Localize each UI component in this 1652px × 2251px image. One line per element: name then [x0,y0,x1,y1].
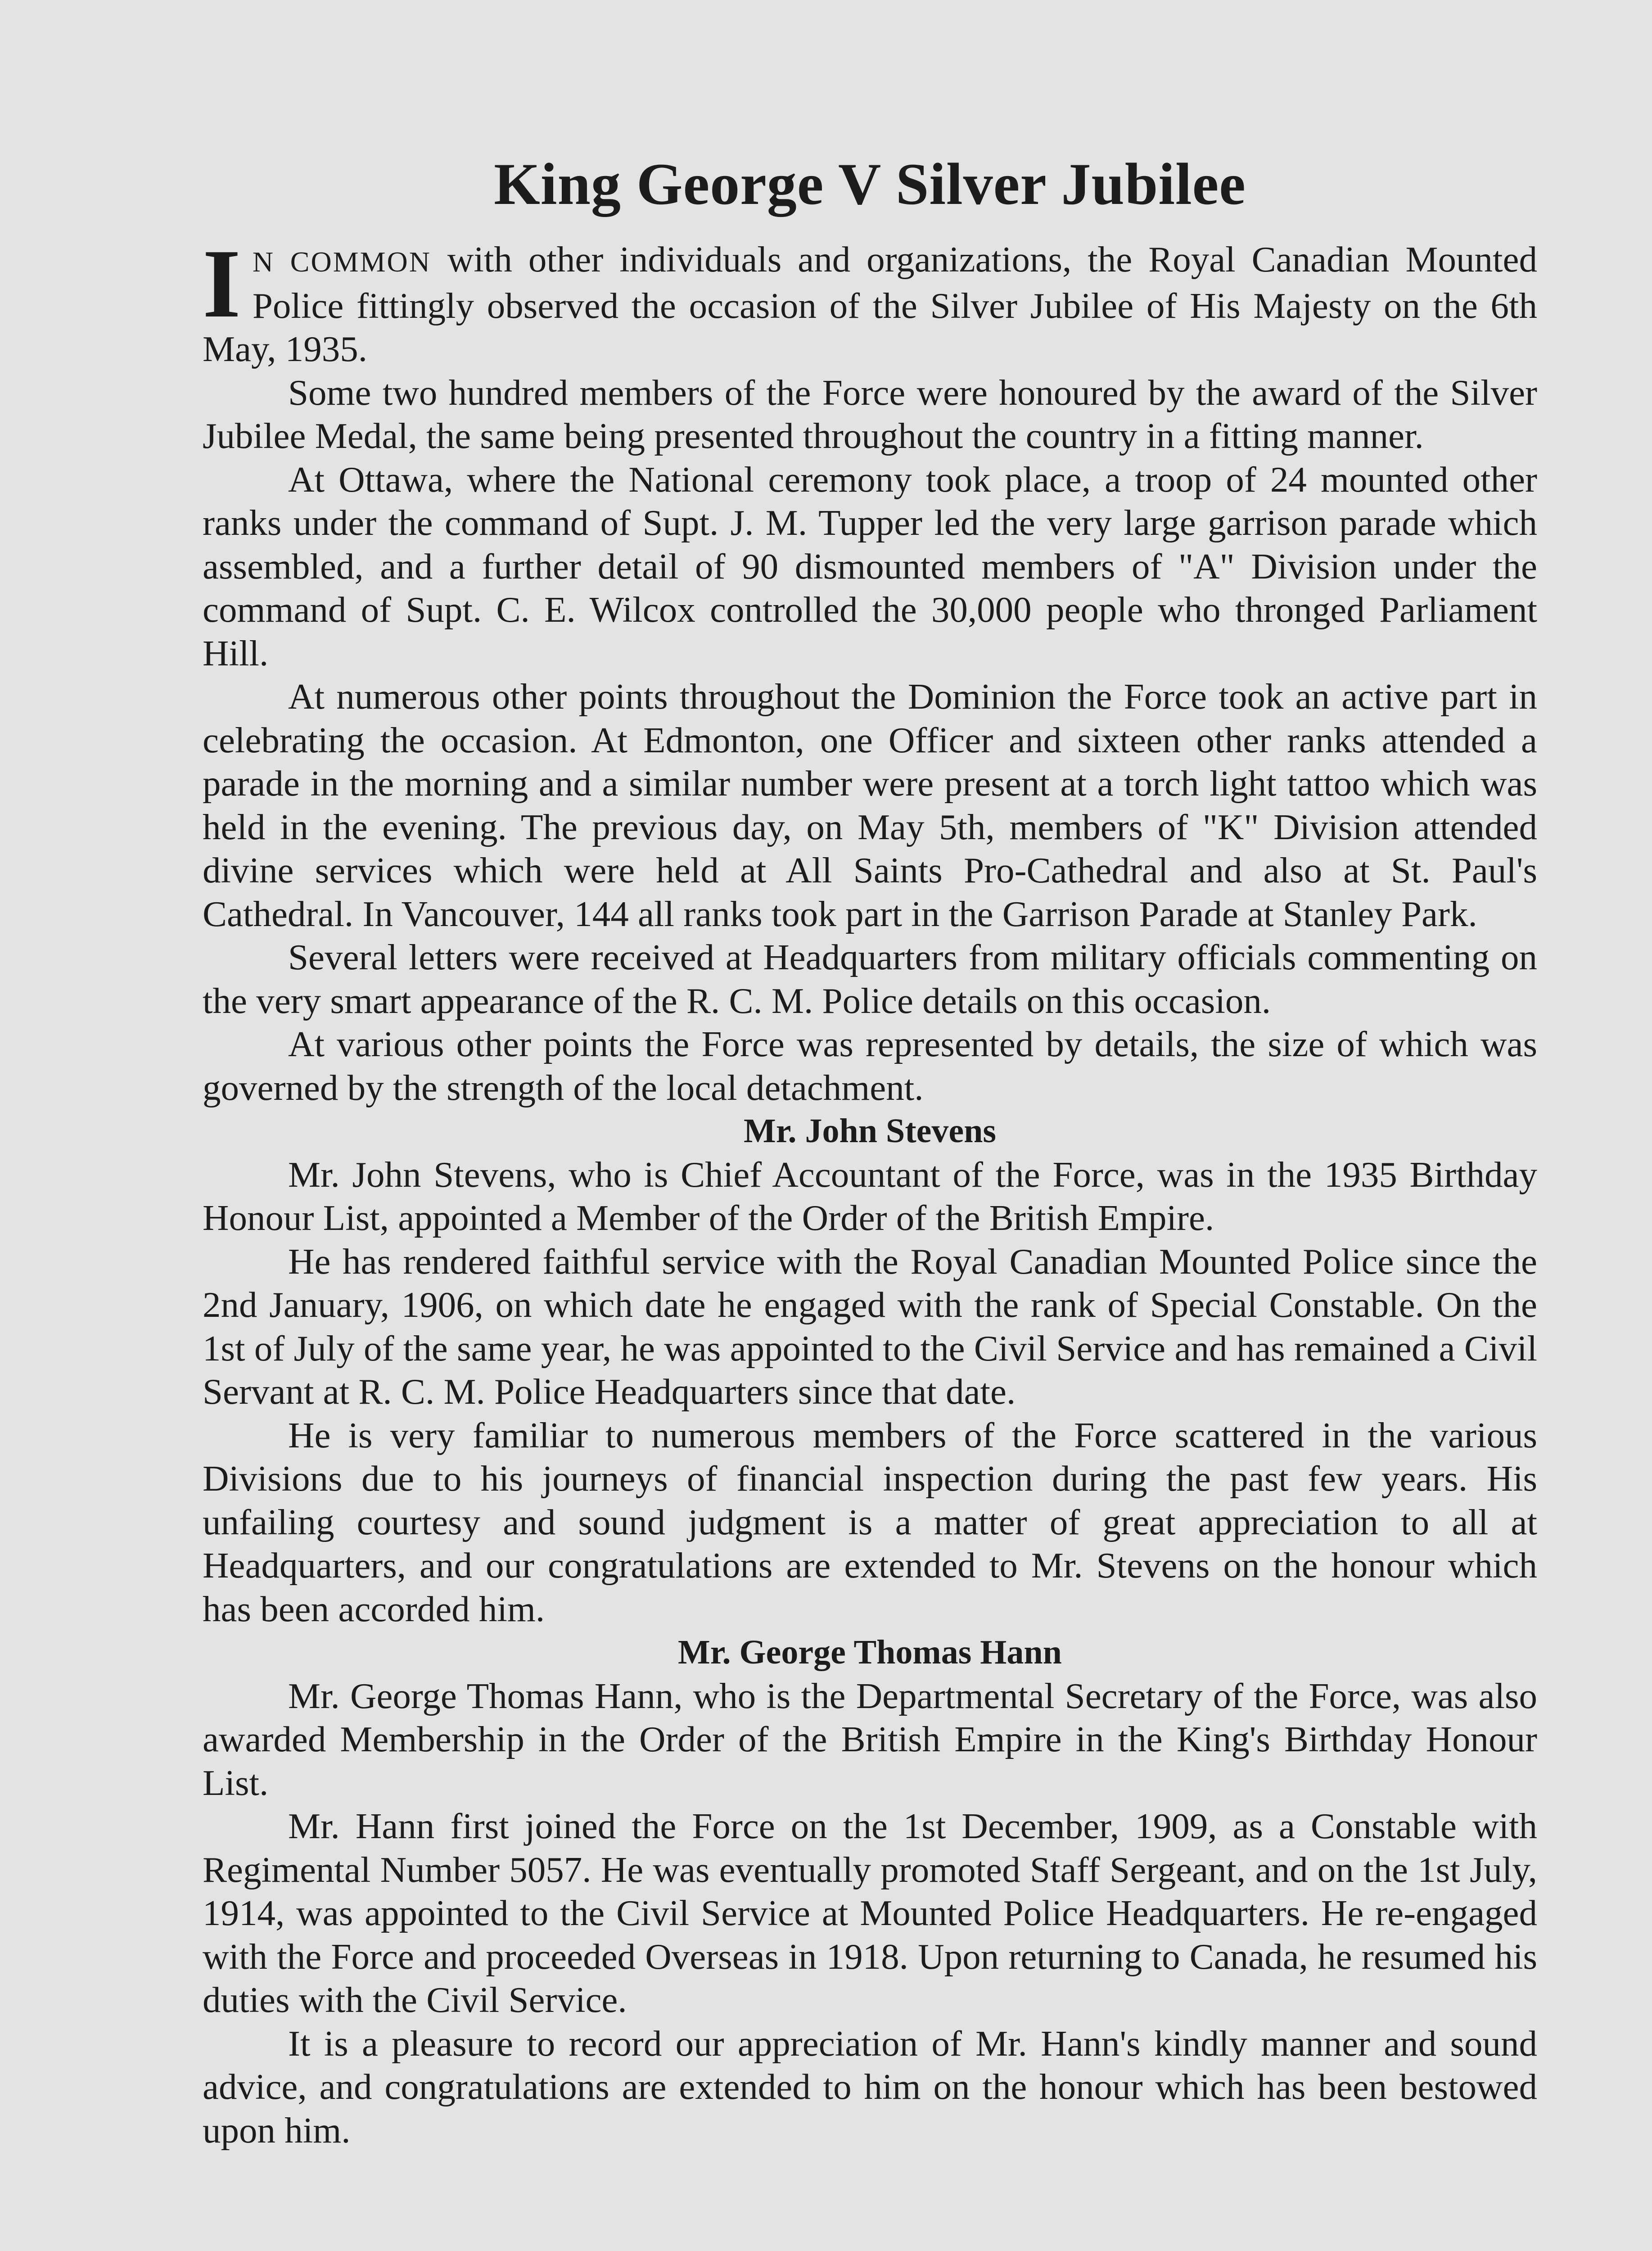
paragraph-stevens-3: He is very familiar to numerous members of the Force scattered in the various Divisions due to his journeys of financial inspection during the past few years. His unfailing courtesy and sound judgment is a matter of great appreciation to all at Headquarters, and our congratulations are extended to Mr. Stevens on the honour which has been accorded him. [203,1415,1537,1629]
paragraph-hann-3: It is a pleasure to record our appreciation of Mr. Hann's kindly manner and sound advice, and congratulations are extended to him on the honour which has been bestowed upon him. [203,2023,1537,2151]
lead-text: with other individuals and organizations, the Royal Canadian Mounted Police fittingly observed the occasion of the Silver Jubilee of His Majesty on the 6th May, 1935. [203,239,1537,370]
paragraph-letters: Several letters were received at Headquarters from military officials commenting on the very smart appearance of the R. C. M. Police details on this occasion. [203,937,1537,1021]
article-body [203,230,1537,2152]
paragraph-medal: Some two hundred members of the Force were honoured by the award of the Silver Jubilee Medal, the same being presented throughout the country in a fitting manner. [203,372,1537,457]
section-heading-stevens: Mr. John Stevens [744,1112,996,1150]
paragraph-ottawa: At Ottawa, where the National ceremony took place, a troop of 24 mounted other ranks under the command of Supt. J. M. Tupper led the very large garrison parade which assembled, and a further detail of 90 dismounted members of "A" Division under the command of Supt. C. E. Wilcox controlled the 30,000 people who thronged Parliament Hill. [203,459,1537,673]
paragraph-dominion: At numerous other points throughout the Dominion the Force took an active part in celebrating the occasion. At Edmonton, one Officer and sixteen other ranks attended a parade in the morning and a similar number were present at a torch light tattoo which was held in the evening. The previous day, on May 5th, members of "K" Division attended divine services which were held at All Saints Pro-Cathedral and also at St. Paul's Cathedral. In Vancouver, 144 all ranks took part in the Garrison Parade at Stanley Park. [203,676,1537,934]
paragraph-details: At various other points the Force was represented by details, the size of which was governed by the strength of the local detachment. [203,1024,1537,1108]
paragraph-stevens-2: He has rendered faithful service with the Royal Canadian Mounted Police since the 2nd January, 1906, on which date he engaged with the rank of Special Constable. On the 1st of July of the same year, he was appointed to the Civil Service and has remained a Civil Servant at R. C. M. Police Headquarters since that date. [203,1241,1537,1412]
section-heading-hann: Mr. George Thomas Hann [678,1633,1062,1672]
paragraph-hann-2: Mr. Hann first joined the Force on the 1st December, 1909, as a Constable with Regimental Number 5057. He was eventually promoted Staff Sergeant, and on the 1st July, 1914, was appointed to the Civil Service at Mounted Police Headquarters. He re-engaged with the Force and proceeded Overseas in 1918. Upon returning to Canada, he resumed his duties with the Civil Service. [203,1806,1537,2020]
lead-smallcaps: N COMMON [252,246,431,278]
drop-cap: I [203,230,241,339]
article-page [203,149,1537,2152]
paragraph-stevens-1: Mr. John Stevens, who is Chief Accountant of the Force, was in the 1935 Birthday Honour List, appointed a Member of the Order of the British Empire. [203,1154,1537,1239]
paragraph-hann-1: Mr. George Thomas Hann, who is the Departmental Secretary of the Force, was also awarded Membership in the Order of the British Empire in the King's Birthday Honour List. [203,1675,1537,1803]
article-title: King George V Silver Jubilee [494,151,1246,217]
lead-paragraph [203,230,1537,371]
